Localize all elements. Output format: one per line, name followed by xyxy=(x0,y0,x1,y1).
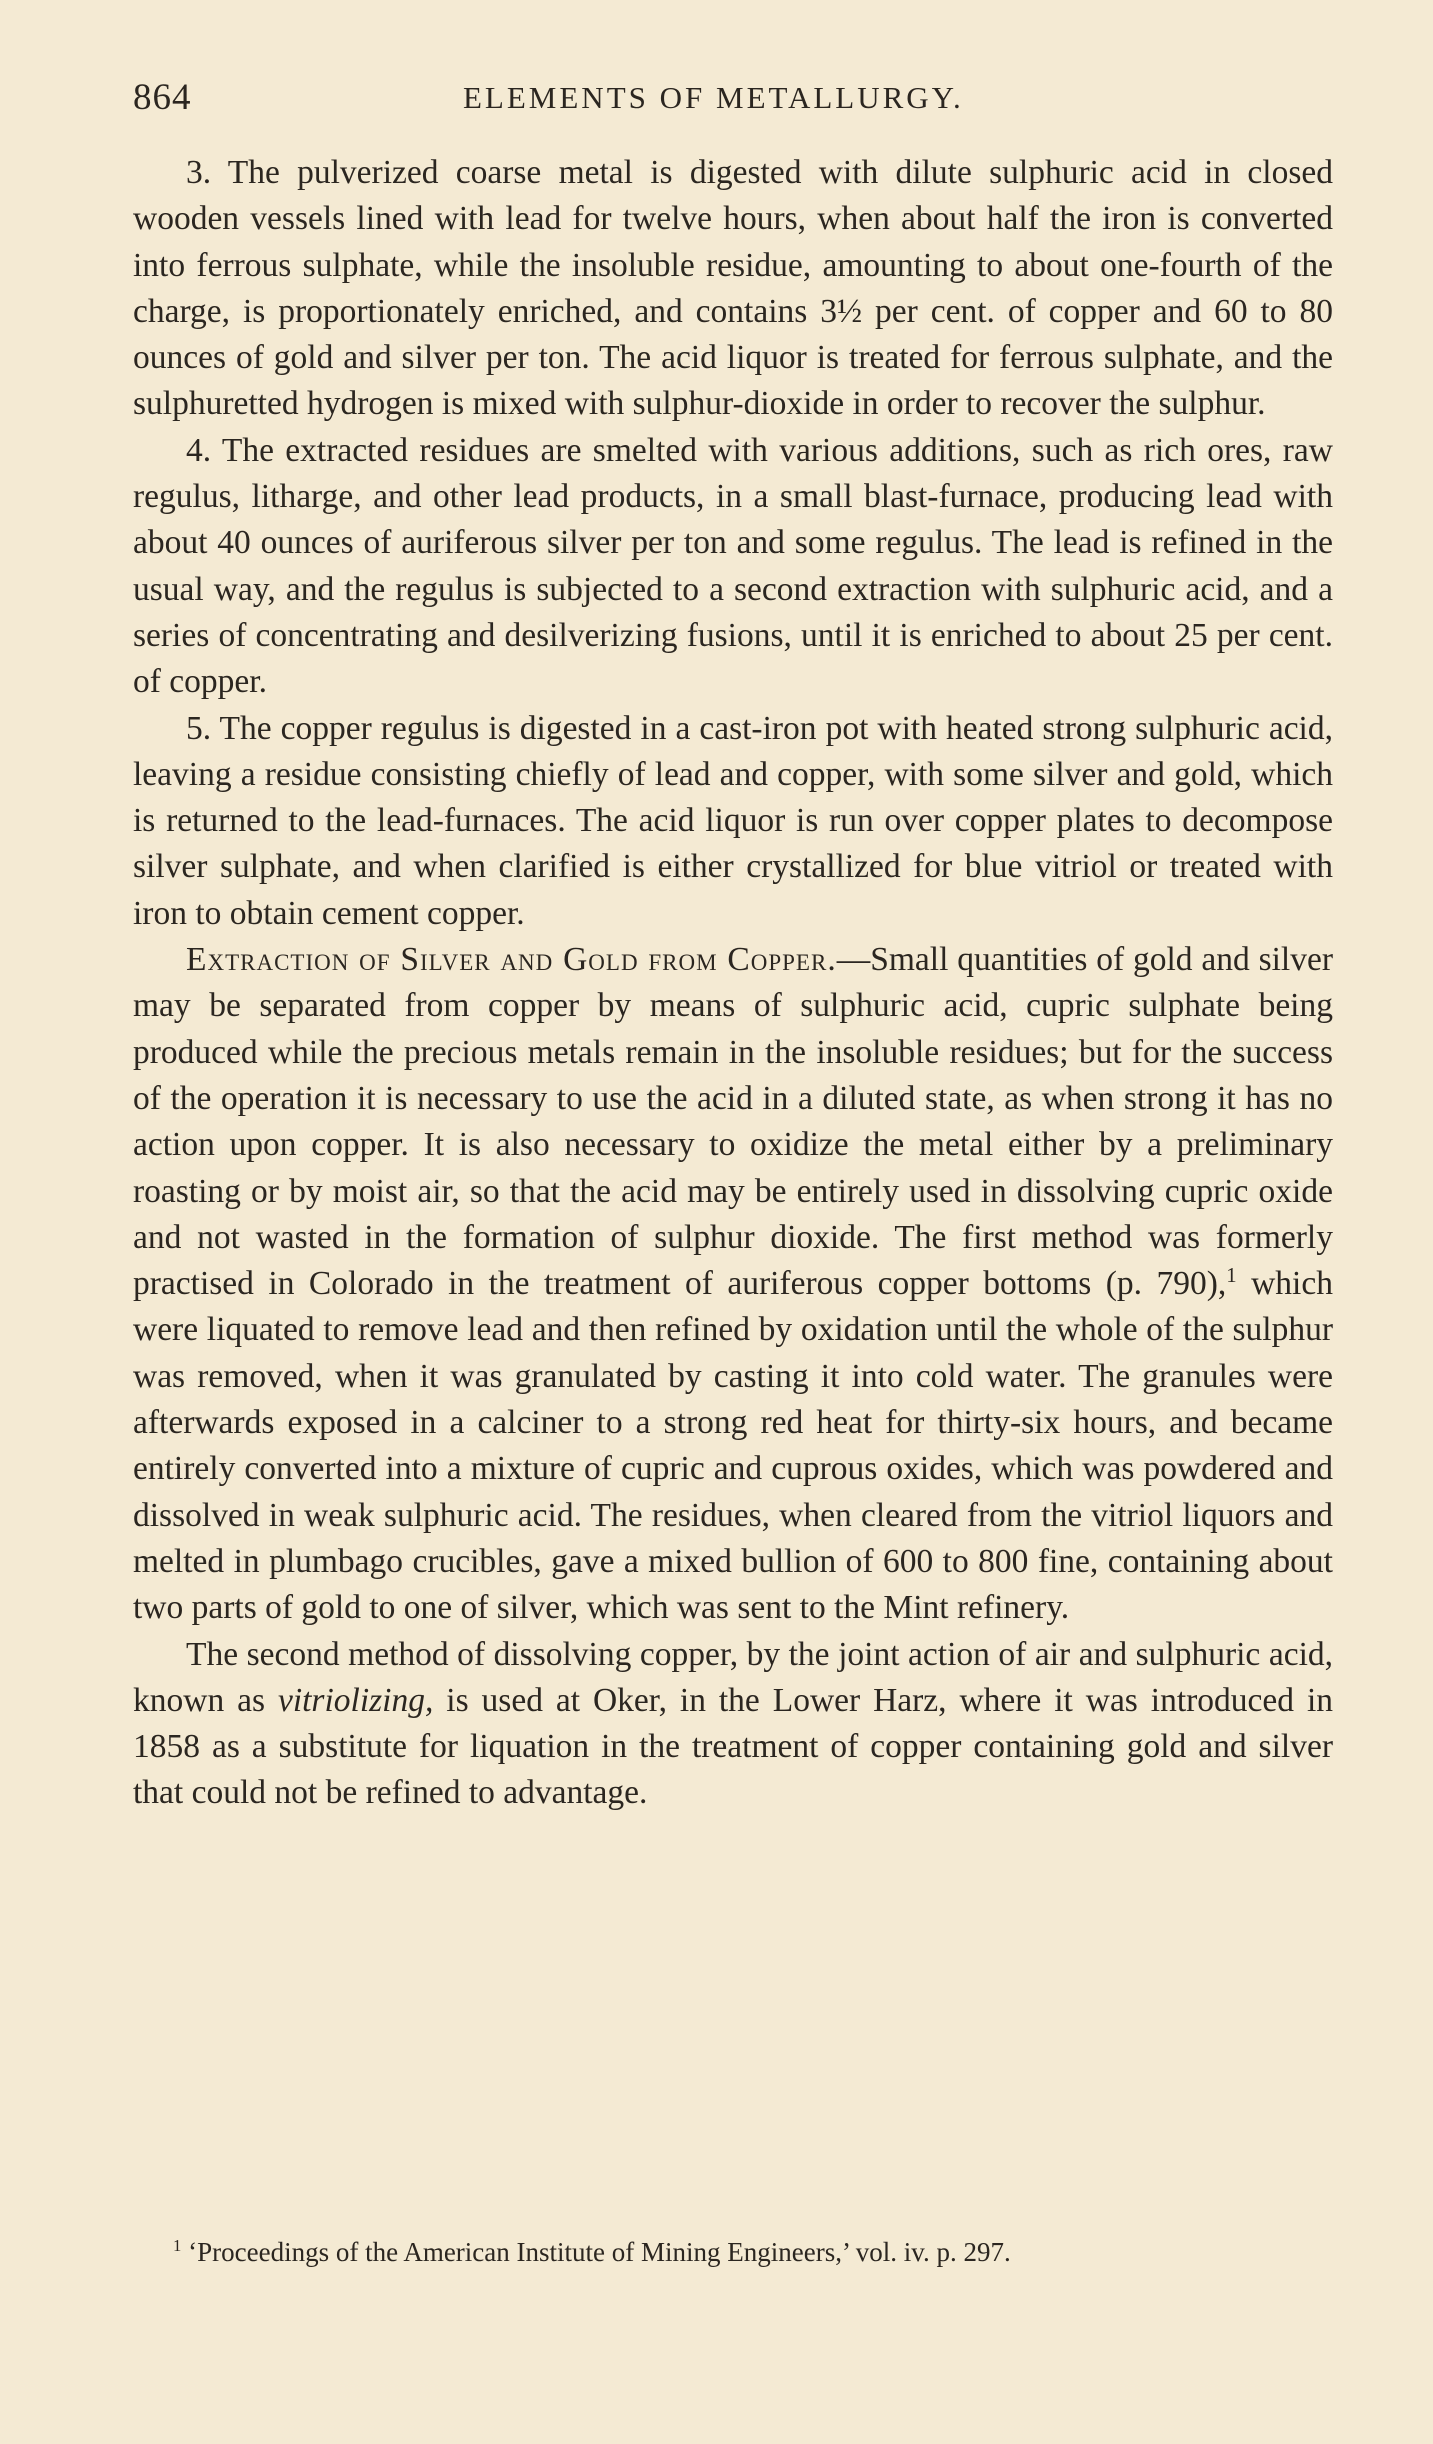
paragraph-step-5: 5. The copper regulus is digested in a cast-iron pot with heated strong sulphuric acid, leaving a residue consisting chiefly of lead and copper, with some silver and gold, which is returned to the lead-furnaces. The acid liquor is run over copper plates to decompose silver sulphate, and when clarified is either crystallized for blue vitriol or treated with iron to obtain cement copper. xyxy=(133,709,1333,932)
section-heading: Extraction of Silver and Gold from Copper. xyxy=(186,941,837,979)
footnote xyxy=(133,2234,1333,2270)
paragraph-second-method xyxy=(133,1632,1333,1817)
running-head xyxy=(133,76,1333,126)
italic-term: vitriolizing, xyxy=(277,1681,434,1719)
body-text xyxy=(133,150,1333,1817)
paragraph-step-3: 3. The pulverized coarse metal is digested with dilute sulphuric acid in closed wooden vessels lined with lead for twelve hours, when about half the iron is converted into ferrous sulphate, while the insoluble residue, amounting to about one-fourth of the charge, is proportionately enriched, and contains 3½ per cent. of copper and 60 to 80 ounces of gold and silver per ton. The acid liquor is treated for ferrous sulphate, and the sulphuretted hydrogen is mixed with sulphur-dioxide in order to recover the sulphur. xyxy=(133,154,1333,423)
running-title: ELEMENTS OF METALLURGY. xyxy=(463,80,964,115)
paragraph-step-4: 4. The extracted residues are smelted with various additions, such as rich ores, raw regulus, litharge, and other lead products, in a small blast-furnace, producing lead with about 40 ounces of auriferous silver per ton and some regulus. The lead is refined in the usual way, and the regulus is subjected to a second extraction with sulphuric acid, and a series of concentrating and desilverizing fusions, until it is enriched to about 25 per cent. of copper. xyxy=(133,431,1333,701)
page-number: 864 xyxy=(133,77,192,118)
paragraph-text-part-2: which were liquated to remove lead and then refined by oxidation until the whole of the sulphur was removed, when it was granulated by casting it into cold water. The granules were afterwards exposed in a calciner to a strong red heat for thirty-six hours, and became entirely converted into a mixture of cupric and cuprous oxides, which was powdered and dissolved in weak sulphuric acid. The residues, when cleared from the vitriol liquors and melted in plumbago crucibles, gave a mixed bullion of 600 to 800 fine, containing about two parts of gold to one of silver, which was sent to the Mint refinery. xyxy=(133,1265,1333,1627)
footnote-reference: 1 xyxy=(1226,1263,1237,1287)
paragraph-text-part-1: The second method of dissolving copper, by the joint action of air and sulphuric acid, known as xyxy=(133,1635,1333,1719)
footnote-marker: 1 xyxy=(173,2236,182,2255)
paragraph-text-part-2: is used at Oker, in the Lower Harz, where it was introduced in 1858 as a substitute for liquation in the treatment of copper containing gold and silver that could not be refined to advantage. xyxy=(133,1681,1333,1812)
paragraph-text-part-1: —Small quantities of gold and silver may be separated from copper by means of sulphuric acid, cupric sulphate being produced while the precious metals remain in the insoluble residues; but for the success of the operation it is necessary to use the acid in a diluted state, as when strong it has no action upon copper. It is also necessary to oxidize the metal either by a preliminary roasting or by moist air, so that the acid may be entirely used in dissolving cupric oxide and not wasted in the formation of sulphur dioxide. The first method was formerly practised in Colorado in the treatment of auriferous copper bottoms (p. 790), xyxy=(133,941,1333,1303)
footnote-text: ‘Proceedings of the American Institute of Mining Engineers,’ vol. iv. p. 297. xyxy=(188,2237,1011,2267)
paragraph-extraction-silver-gold xyxy=(133,937,1333,1631)
